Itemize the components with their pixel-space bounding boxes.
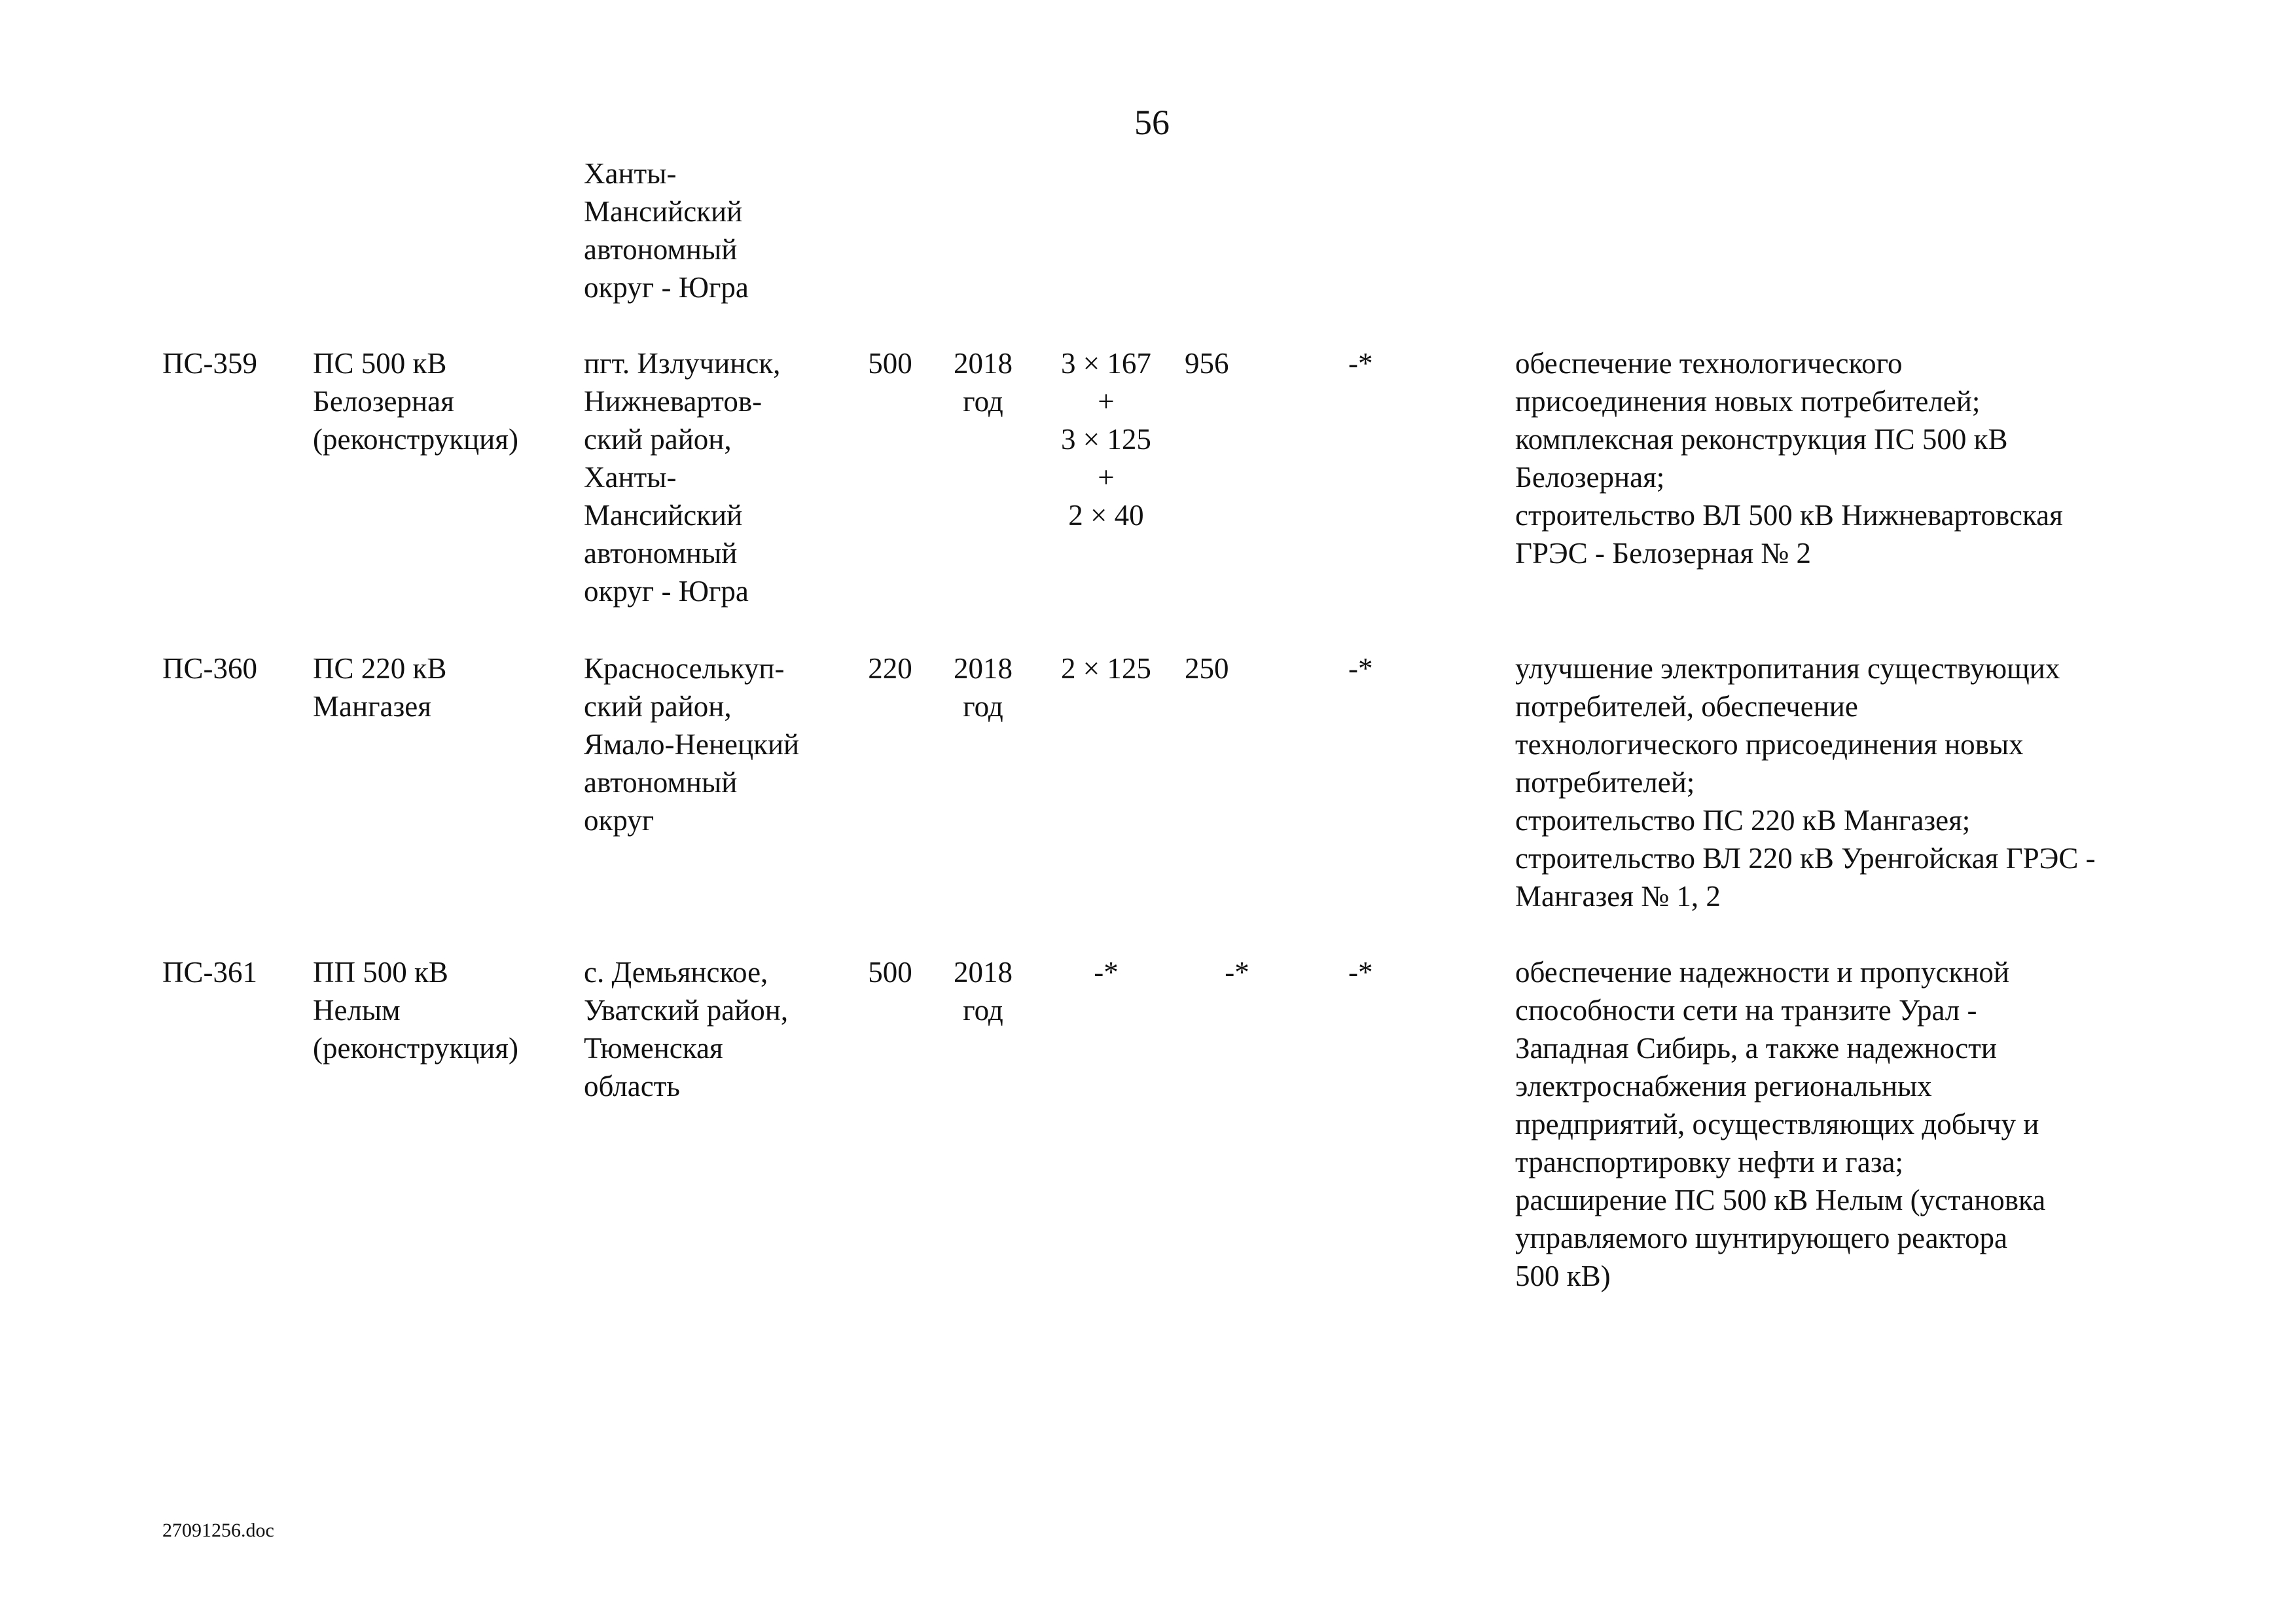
row-voltage: 500 bbox=[868, 956, 912, 989]
row-location: Красноселькуп- ский район, Ямало-Ненецкий автономный округ bbox=[584, 652, 800, 837]
page-number: 56 bbox=[1134, 103, 1170, 142]
row-length: -* bbox=[1348, 956, 1373, 989]
row-year: 2018 год bbox=[954, 652, 1013, 723]
row-purpose: улучшение электропитания существующих потребителей, обеспечение технологического присоединения новых потребителей; строительство ПС 220 кВ Мангазея; строительство ВЛ 220 кВ Уренгойская ГРЭС - Мангазея № 1, 2 bbox=[1515, 652, 2096, 913]
continued-location-cell: Ханты- Мансийский автономный округ - Югра bbox=[584, 157, 749, 304]
row-length: -* bbox=[1348, 652, 1373, 685]
row-code: ПС-360 bbox=[162, 652, 257, 685]
row-name: ПС 220 кВ Мангазея bbox=[313, 652, 447, 723]
row-code: ПС-361 bbox=[162, 956, 257, 989]
row-transformers: 2 × 125 bbox=[1061, 652, 1151, 685]
row-transformers: 3 × 167 + 3 × 125 + 2 × 40 bbox=[1061, 347, 1151, 532]
row-location: пгт. Излучинск, Нижневартов- ский район, Ханты- Мансийский автономный округ - Югра bbox=[584, 347, 781, 608]
row-year: 2018 год bbox=[954, 347, 1013, 418]
row-name: ПС 500 кВ Белозерная (реконструкция) bbox=[313, 347, 518, 456]
row-power: 250 bbox=[1185, 652, 1229, 685]
row-transformers: -* bbox=[1094, 956, 1119, 989]
row-location: с. Демьянское, Уватский район, Тюменская область bbox=[584, 956, 789, 1103]
row-voltage: 500 bbox=[868, 347, 912, 380]
row-power: -* bbox=[1225, 956, 1249, 989]
row-purpose: обеспечение технологического присоединения новых потребителей; комплексная реконструкция ПС 500 кВ Белозерная; строительство ВЛ 500 кВ Нижневартовская ГРЭС - Белозерная № 2 bbox=[1515, 347, 2063, 570]
row-power: 956 bbox=[1185, 347, 1229, 380]
footer-filename: 27091256.doc bbox=[162, 1520, 274, 1541]
row-length: -* bbox=[1348, 347, 1373, 380]
row-year: 2018 год bbox=[954, 956, 1013, 1027]
row-name: ПП 500 кВ Нелым (реконструкция) bbox=[313, 956, 518, 1065]
row-purpose: обеспечение надежности и пропускной способности сети на транзите Урал - Западная Сибирь, а также надежности электроснабжения региональных предприятий, осуществляющих добычу и транспортировку нефти и газа; расширение ПС 500 кВ Нелым (установка управляемого шунтирующего реактора 500 кВ) bbox=[1515, 956, 2046, 1292]
row-code: ПС-359 bbox=[162, 347, 257, 380]
row-voltage: 220 bbox=[868, 652, 912, 685]
